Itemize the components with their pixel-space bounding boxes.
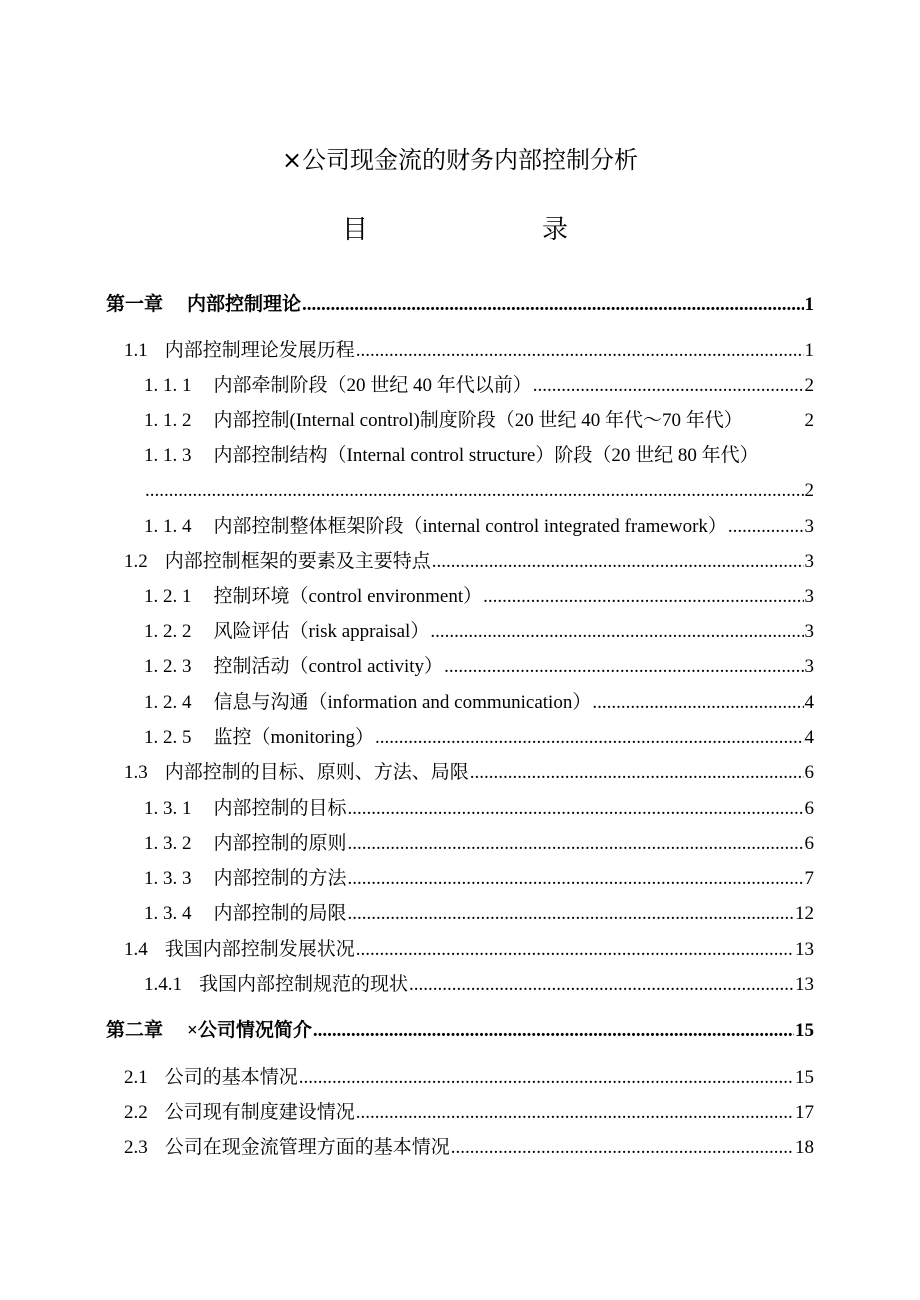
toc-entry-1-3-2[interactable] bbox=[144, 827, 814, 861]
toc-entry-number: 1. 2. 4 bbox=[144, 692, 192, 713]
toc-entry-number: 1. 1. 4 bbox=[144, 516, 192, 537]
toc-entry-number: 第一章 bbox=[106, 294, 164, 315]
toc-leader-dots bbox=[356, 334, 804, 368]
toc-entry-number: 1. 1. 1 bbox=[144, 375, 192, 396]
toc-entry-1-2[interactable] bbox=[124, 545, 814, 579]
toc-entry-label bbox=[144, 404, 743, 438]
toc-entry-page: 12 bbox=[795, 903, 814, 924]
toc-entry-1-3-4[interactable] bbox=[144, 897, 814, 931]
toc-entry-page: 15 bbox=[795, 1020, 814, 1041]
toc-entry-page: 3 bbox=[804, 621, 814, 642]
toc-entry-title: 监控（monitoring） bbox=[213, 727, 374, 748]
toc-entry-label bbox=[144, 862, 347, 896]
toc-entry-page: 7 bbox=[804, 868, 814, 889]
toc-entry-number: 1. 3. 2 bbox=[144, 833, 192, 854]
toc-leader-dots bbox=[533, 369, 804, 403]
toc-entry-number: 1. 3. 4 bbox=[144, 903, 192, 924]
toc-entry-page: 17 bbox=[795, 1102, 814, 1123]
toc-entry-number: 1. 3. 1 bbox=[144, 798, 192, 819]
toc-entry-title: 内部控制的原则 bbox=[213, 833, 347, 854]
toc-leader-dots bbox=[145, 474, 804, 508]
toc-entry-page: 13 bbox=[795, 939, 814, 960]
toc-leader-dots bbox=[356, 1096, 794, 1130]
toc-heading-char-2: 录 bbox=[542, 215, 569, 245]
toc-entry-label bbox=[144, 721, 374, 755]
toc-leader-dots bbox=[451, 1131, 794, 1165]
toc-entry-title: 内部控制的方法 bbox=[213, 868, 347, 889]
toc-entry-title: 我国内部控制规范的现状 bbox=[199, 974, 409, 995]
toc-entry-2-1[interactable] bbox=[124, 1061, 814, 1095]
toc-entry-title: ×公司情况简介 bbox=[187, 1020, 312, 1041]
toc-entry-label bbox=[106, 1014, 312, 1048]
toc-leader-dots bbox=[348, 792, 804, 826]
toc-entry-1-1[interactable] bbox=[124, 334, 814, 368]
toc-entry-label bbox=[144, 369, 532, 403]
toc-entry-number: 1. 2. 5 bbox=[144, 727, 192, 748]
toc-leader-dots bbox=[409, 968, 794, 1002]
toc-entry-number: 2.1 bbox=[124, 1067, 148, 1088]
toc-entry-page: 15 bbox=[795, 1067, 814, 1088]
toc-entry-label bbox=[144, 580, 482, 614]
toc-entry-1-2-2[interactable] bbox=[144, 615, 814, 649]
toc-entry-chapter-2[interactable] bbox=[106, 1014, 814, 1048]
document-title: ×公司现金流的财务内部控制分析 bbox=[281, 146, 639, 174]
toc-entry-page: 3 bbox=[804, 516, 814, 537]
toc-entry-title: 公司现有制度建设情况 bbox=[164, 1102, 355, 1123]
toc-entry-label bbox=[124, 756, 469, 790]
toc-entry-page: 4 bbox=[804, 692, 814, 713]
toc-entry-1-2-5[interactable] bbox=[144, 721, 814, 755]
toc-entry-1-3-1[interactable] bbox=[144, 792, 814, 826]
toc-entry-page: 2 bbox=[804, 375, 814, 396]
toc-entry-1-2-4[interactable] bbox=[144, 686, 814, 720]
toc-entry-label bbox=[124, 545, 431, 579]
toc-entry-title: 内部控制理论 bbox=[187, 294, 302, 315]
toc-entry-title: 内部控制的目标 bbox=[213, 798, 347, 819]
toc-entry-number: 1.3 bbox=[124, 762, 148, 783]
toc-entry-page: 18 bbox=[795, 1137, 814, 1158]
toc-entry-page: 3 bbox=[804, 586, 814, 607]
toc-entry-number: 1.2 bbox=[124, 551, 148, 572]
toc-leader-dots bbox=[356, 933, 794, 967]
toc-entry-label bbox=[124, 1131, 450, 1165]
toc-leader-dots bbox=[375, 721, 804, 755]
toc-entry-label bbox=[124, 1061, 298, 1095]
toc-leader-dots bbox=[430, 615, 803, 649]
toc-entry-title: 内部控制整体框架阶段（internal control integrated framework） bbox=[213, 516, 727, 537]
toc-entry-page: 2 bbox=[804, 410, 814, 431]
toc-leader-dots bbox=[348, 897, 794, 931]
toc-entry-label bbox=[144, 650, 443, 684]
toc-leader-dots bbox=[348, 827, 804, 861]
toc-entry-1-1-1[interactable] bbox=[144, 369, 814, 403]
toc-entry-title: 内部控制理论发展历程 bbox=[164, 340, 355, 361]
toc-entry-label bbox=[144, 615, 429, 649]
toc-entry-label bbox=[124, 933, 355, 967]
toc-entry-2-2[interactable] bbox=[124, 1096, 814, 1130]
toc-entry-1-1-2[interactable] bbox=[144, 404, 814, 438]
toc-entry-title: 控制环境（control environment） bbox=[213, 586, 483, 607]
toc-leader-dots bbox=[483, 580, 803, 614]
toc-entry-1-1-3-continuation[interactable] bbox=[144, 474, 814, 508]
toc-entry-title: 内部牵制阶段（20 世纪 40 年代以前） bbox=[213, 375, 532, 396]
toc-entry-title: 内部控制结构（Internal control structure）阶段（20 世纪 80 年代） bbox=[213, 445, 759, 466]
toc-entry-title: 内部控制的局限 bbox=[213, 903, 347, 924]
toc-entry-1-4-1[interactable] bbox=[144, 968, 814, 1002]
toc-entry-label bbox=[144, 439, 759, 473]
toc-entry-title: 内部控制框架的要素及主要特点 bbox=[164, 551, 431, 572]
toc-entry-number: 1. 3. 3 bbox=[144, 868, 192, 889]
toc-leader-dots bbox=[313, 1014, 794, 1048]
toc-entry-number: 1.4 bbox=[124, 939, 148, 960]
toc-entry-page: 6 bbox=[804, 762, 814, 783]
toc-leader-dots bbox=[299, 1061, 794, 1095]
toc-entry-number: 1. 1. 3 bbox=[144, 445, 192, 466]
toc-entry-label bbox=[124, 334, 355, 368]
toc-leader-dots bbox=[592, 686, 803, 720]
toc-entry-label bbox=[144, 686, 591, 720]
toc-leader-dots bbox=[728, 510, 804, 544]
toc-entry-label bbox=[144, 968, 408, 1002]
toc-entry-title: 信息与沟通（information and communication） bbox=[213, 692, 592, 713]
toc-entry-title: 内部控制的目标、原则、方法、局限 bbox=[164, 762, 469, 783]
toc-entry-title: 我国内部控制发展状况 bbox=[164, 939, 355, 960]
toc-entry-1-1-4[interactable] bbox=[144, 510, 814, 544]
toc-entry-title: 公司在现金流管理方面的基本情况 bbox=[164, 1137, 450, 1158]
toc-entry-number: 第二章 bbox=[106, 1020, 164, 1041]
toc-entry-page: 2 bbox=[804, 480, 814, 501]
toc-entry-number: 1.4.1 bbox=[144, 974, 182, 995]
toc-entry-label bbox=[106, 288, 301, 322]
toc-entry-number: 1. 1. 2 bbox=[144, 410, 192, 431]
toc-entry-label bbox=[144, 510, 727, 544]
toc-leader-dots bbox=[444, 650, 803, 684]
toc-entry-number: 1.1 bbox=[124, 340, 148, 361]
toc-leader-dots bbox=[348, 862, 804, 896]
toc-leader-dots bbox=[470, 756, 804, 790]
toc-entry-page: 1 bbox=[804, 340, 814, 361]
toc-entry-number: 2.3 bbox=[124, 1137, 148, 1158]
toc-entry-page: 13 bbox=[795, 974, 814, 995]
toc-entry-page: 1 bbox=[804, 294, 814, 315]
toc-entry-page: 3 bbox=[804, 656, 814, 677]
toc-entry-title: 内部控制(Internal control)制度阶段（20 世纪 40 年代～70 年代） bbox=[213, 410, 743, 431]
toc-entry-page: 3 bbox=[804, 551, 814, 572]
toc-entry-number: 1. 2. 3 bbox=[144, 656, 192, 677]
toc-entry-page: 6 bbox=[804, 798, 814, 819]
toc-entry-1-3[interactable] bbox=[124, 756, 814, 790]
toc-entry-label bbox=[144, 792, 347, 826]
toc-entry-page: 6 bbox=[804, 833, 814, 854]
toc-entry-title: 控制活动（control activity） bbox=[213, 656, 444, 677]
toc-entry-number: 1. 2. 1 bbox=[144, 586, 192, 607]
toc-entry-label bbox=[144, 827, 347, 861]
toc-entry-label bbox=[124, 1096, 355, 1130]
toc-entry-2-3[interactable] bbox=[124, 1131, 814, 1165]
toc-leader-dots bbox=[302, 288, 803, 322]
toc-entry-1-2-3[interactable] bbox=[144, 650, 814, 684]
toc-entry-number: 2.2 bbox=[124, 1102, 148, 1123]
toc-heading-char-1: 目 bbox=[342, 215, 369, 245]
toc-heading bbox=[0, 210, 920, 250]
toc-entry-number: 1. 2. 2 bbox=[144, 621, 192, 642]
toc-entry-label bbox=[144, 897, 347, 931]
toc-leader-dots bbox=[432, 545, 804, 579]
toc-entry-title: 公司的基本情况 bbox=[164, 1067, 298, 1088]
toc-entry-1-3-3[interactable] bbox=[144, 862, 814, 896]
toc-entry-chapter-1[interactable] bbox=[106, 288, 814, 322]
toc-entry-1-4[interactable] bbox=[124, 933, 814, 967]
toc-entry-title: 风险评估（risk appraisal） bbox=[213, 621, 430, 642]
toc-entry-page: 4 bbox=[804, 727, 814, 748]
toc-entry-1-2-1[interactable] bbox=[144, 580, 814, 614]
toc-entry-1-1-3[interactable] bbox=[144, 439, 814, 473]
